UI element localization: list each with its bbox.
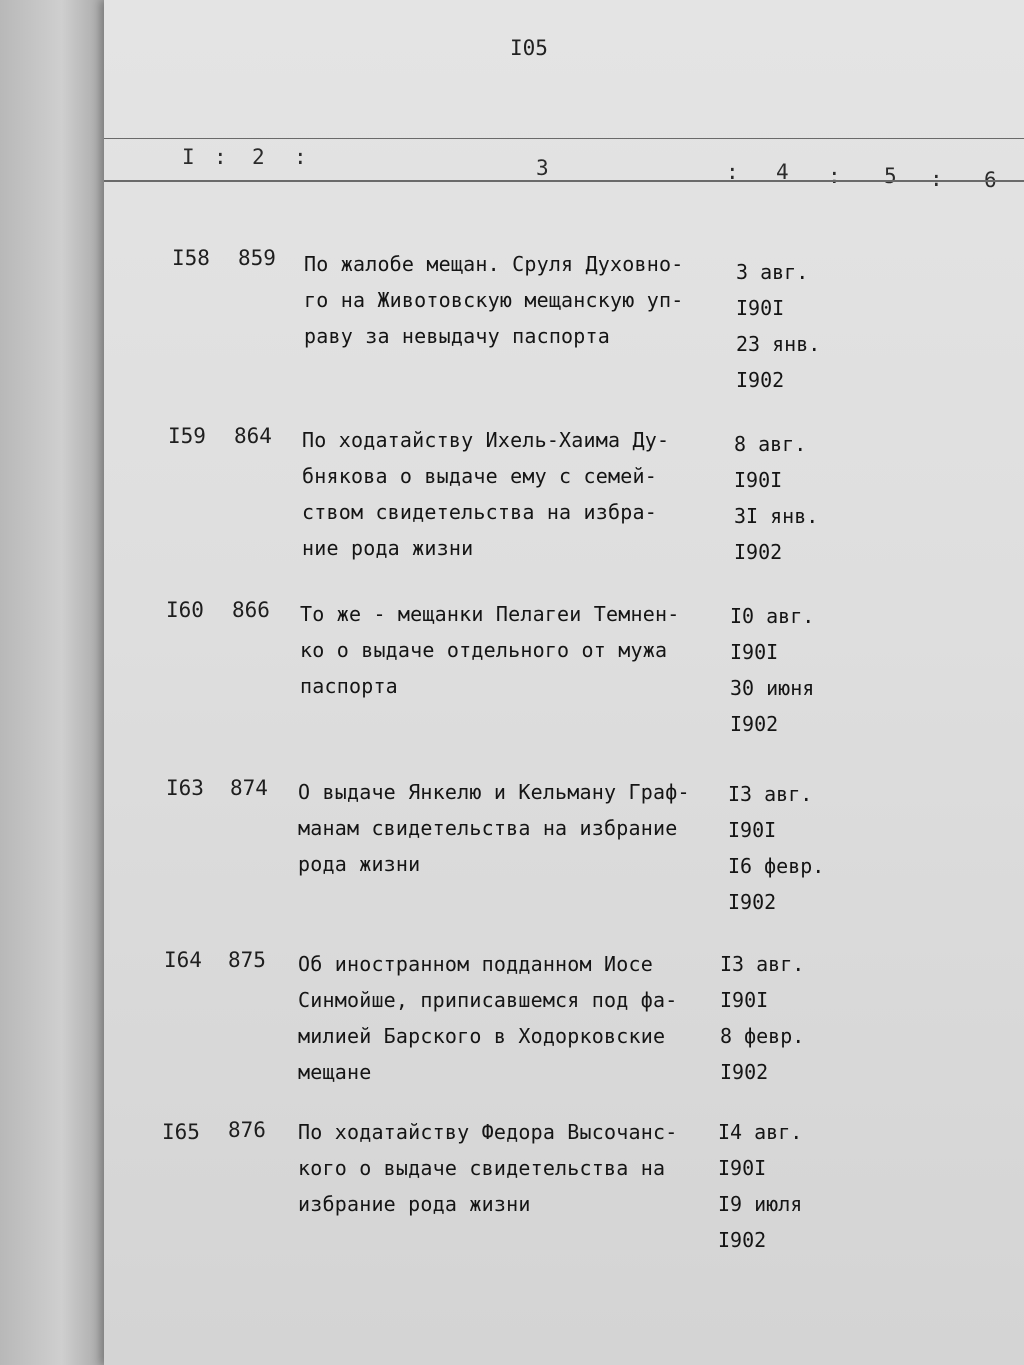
entry-number: I60: [166, 598, 204, 622]
start-date: 8 авг.: [734, 432, 807, 456]
entry-description: [304, 246, 744, 354]
description-line: манам свидетельства на избрание: [298, 816, 678, 840]
start-year: I90I: [730, 640, 779, 664]
entry-dates: [720, 946, 804, 1090]
description-line: По ходатайству Федора Высочанс-: [298, 1120, 678, 1144]
header-separator: :: [828, 164, 841, 188]
entry-description: [302, 422, 742, 566]
description-line: Синмойше, приписавшемся под фа-: [298, 988, 678, 1012]
header-separator: :: [214, 145, 227, 169]
start-year: I90I: [728, 818, 777, 842]
description-line: милией Барского в Ходорковские: [298, 1024, 666, 1048]
start-year: I90I: [736, 296, 785, 320]
description-line: мещане: [298, 1060, 372, 1084]
entry-case-number: 864: [234, 424, 272, 448]
entry-number: I59: [168, 424, 206, 448]
entry-case-number: 866: [232, 598, 270, 622]
end-year: I902: [730, 712, 779, 736]
end-year: I902: [728, 890, 777, 914]
description-line: го на Животовскую мещанскую уп-: [304, 288, 684, 312]
entry-number: I65: [162, 1120, 200, 1144]
start-date: I3 авг.: [728, 782, 813, 806]
start-year: I90I: [720, 988, 769, 1012]
document-page: [104, 0, 1024, 1365]
header-col-1: I: [182, 145, 195, 169]
header-col-5: 5: [884, 164, 897, 188]
description-line: ством свидетельства на избра-: [302, 500, 657, 524]
end-year: I902: [734, 540, 783, 564]
entry-dates: [736, 254, 820, 398]
end-date: I9 июля: [718, 1192, 803, 1216]
entry-number: I64: [164, 948, 202, 972]
header-top-rule: [104, 138, 1024, 139]
start-year: I90I: [718, 1156, 767, 1180]
end-date: 30 июня: [730, 676, 815, 700]
header-separator: :: [294, 145, 307, 169]
entry-description: [298, 774, 738, 882]
end-year: I902: [718, 1228, 767, 1252]
start-date: I3 авг.: [720, 952, 805, 976]
description-line: По жалобе мещан. Сруля Духовно-: [304, 252, 684, 276]
entry-description: [298, 946, 738, 1090]
description-line: бнякова о выдаче ему с семей-: [302, 464, 657, 488]
description-line: кого о выдаче свидетельства на: [298, 1156, 666, 1180]
header-separator: :: [726, 160, 739, 184]
entry-dates: [728, 776, 824, 920]
start-year: I90I: [734, 468, 783, 492]
end-date: 3I янв.: [734, 504, 819, 528]
header-col-6: 6: [984, 168, 997, 192]
entry-case-number: 876: [228, 1118, 266, 1142]
header-separator: :: [930, 167, 943, 191]
description-line: ко о выдаче отдельного от мужа: [300, 638, 668, 662]
entry-case-number: 874: [230, 776, 268, 800]
entry-number: I58: [172, 246, 210, 270]
header-col-4: 4: [776, 160, 789, 184]
entry-case-number: 875: [228, 948, 266, 972]
entry-dates: [718, 1114, 802, 1258]
description-line: То же - мещанки Пелагеи Темнен-: [300, 602, 680, 626]
entry-dates: [734, 426, 818, 570]
entry-description: [298, 1114, 738, 1222]
entry-case-number: 859: [238, 246, 276, 270]
header-col-3: 3: [536, 156, 549, 180]
start-date: 3 авг.: [736, 260, 809, 284]
end-date: 23 янв.: [736, 332, 821, 356]
description-line: рода жизни: [298, 852, 421, 876]
description-line: паспорта: [300, 674, 398, 698]
header-bottom-rule: [104, 180, 1024, 182]
page-gutter-shadow: [0, 0, 112, 1365]
start-date: I0 авг.: [730, 604, 815, 628]
end-date: I6 февр.: [728, 854, 825, 878]
description-line: По ходатайству Ихель-Хаима Ду-: [302, 428, 670, 452]
start-date: I4 авг.: [718, 1120, 803, 1144]
description-line: Об иностранном подданном Иосе: [298, 952, 653, 976]
description-line: раву за невыдачу паспорта: [304, 324, 611, 348]
page-number: I05: [510, 36, 548, 60]
entry-number: I63: [166, 776, 204, 800]
end-date: 8 февр.: [720, 1024, 805, 1048]
header-col-2: 2: [252, 145, 265, 169]
entry-description: [300, 596, 740, 704]
description-line: ние рода жизни: [302, 536, 474, 560]
description-line: О выдаче Янкелю и Кельману Граф-: [298, 780, 690, 804]
description-line: избрание рода жизни: [298, 1192, 531, 1216]
end-year: I902: [720, 1060, 769, 1084]
entry-dates: [730, 598, 814, 742]
end-year: I902: [736, 368, 785, 392]
